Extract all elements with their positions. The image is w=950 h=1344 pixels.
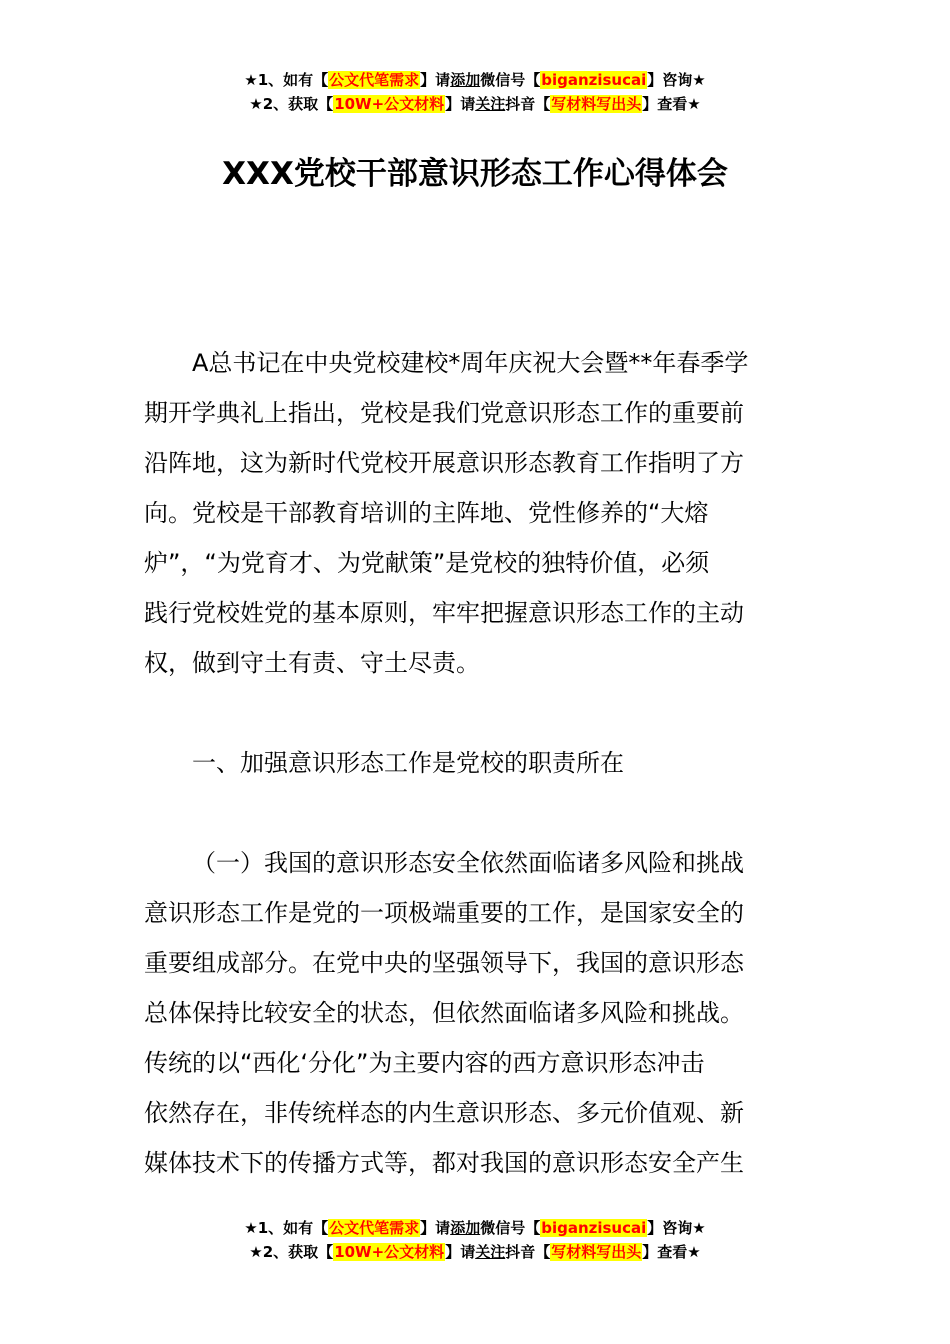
paragraph-line: 总体保持比较安全的状态，但依然面临诸多风险和挑战。 — [144, 999, 744, 1027]
banner-text: ★1、如有【 — [244, 71, 329, 89]
banner-line-1 — [0, 1216, 950, 1240]
banner-text: 】请 — [445, 95, 476, 113]
banner-text: 抖音【 — [505, 1243, 551, 1261]
banner-text: 】查看★ — [642, 95, 701, 113]
banner-highlight: biganzisucai — [541, 71, 647, 89]
header-banner — [0, 68, 950, 116]
banner-highlight: 写材料写出头 — [551, 1243, 642, 1261]
paragraph-line: 传统的以“西化‘分化”为主要内容的西方意识形态冲击 — [144, 1049, 705, 1077]
banner-underline: 关注 — [475, 95, 506, 113]
paragraph-line: 权，做到守土有责、守土尽责。 — [144, 649, 480, 677]
document-title: XXX党校干部意识形态工作心得体会 — [222, 156, 728, 192]
banner-underline: 添加 — [450, 71, 481, 89]
paragraph-2 — [144, 838, 808, 1188]
paragraph-line: 向。党校是干部教育培训的主阵地、党性修养的“大熔 — [144, 499, 709, 527]
paragraph-1 — [144, 338, 808, 688]
paragraph-line: 沿阵地，这为新时代党校开展意识形态教育工作指明了方 — [144, 449, 744, 477]
paragraph-line: 意识形态工作是党的一项极端重要的工作，是国家安全的 — [144, 899, 744, 927]
banner-text: ★2、获取【 — [249, 95, 334, 113]
section-heading-1: 一、加强意识形态工作是党校的职责所在 — [192, 749, 624, 777]
banner-line-1 — [0, 68, 950, 92]
banner-line-2 — [0, 92, 950, 116]
banner-text: 】请 — [420, 1219, 451, 1237]
banner-text: 】咨询★ — [647, 71, 706, 89]
paragraph-line: 依然存在，非传统样态的内生意识形态、多元价值观、新 — [144, 1099, 744, 1127]
paragraph-line: 重要组成部分。在党中央的坚强领导下，我国的意识形态 — [144, 949, 744, 977]
banner-text: 微信号【 — [480, 1219, 541, 1237]
banner-underline: 关注 — [475, 1243, 506, 1261]
banner-text: 抖音【 — [505, 95, 551, 113]
footer-banner — [0, 1216, 950, 1264]
banner-highlight: 10W+公文材料 — [334, 95, 445, 113]
paragraph-line: 媒体技术下的传播方式等，都对我国的意识形态安全产生 — [144, 1149, 744, 1177]
banner-highlight: 10W+公文材料 — [334, 1243, 445, 1261]
banner-text: 】请 — [420, 71, 451, 89]
banner-underline: 添加 — [450, 1219, 481, 1237]
banner-text: ★1、如有【 — [244, 1219, 329, 1237]
paragraph-line: 期开学典礼上指出，党校是我们党意识形态工作的重要前 — [144, 399, 744, 427]
banner-highlight: 写材料写出头 — [551, 95, 642, 113]
paragraph-line: （一）我国的意识形态安全依然面临诸多风险和挑战 — [192, 849, 744, 877]
paragraph-line: A总书记在中央党校建校*周年庆祝大会暨**年春季学 — [192, 349, 749, 377]
banner-text: ★2、获取【 — [249, 1243, 334, 1261]
banner-text: 】查看★ — [642, 1243, 701, 1261]
banner-text: 】请 — [445, 1243, 476, 1261]
banner-highlight: 公文代笔需求 — [329, 1219, 420, 1237]
banner-highlight: biganzisucai — [541, 1219, 647, 1237]
banner-text: 微信号【 — [480, 71, 541, 89]
paragraph-line: 炉”，“为党育才、为党献策”是党校的独特价值，必须 — [144, 549, 710, 577]
banner-highlight: 公文代笔需求 — [329, 71, 420, 89]
banner-text: 】咨询★ — [647, 1219, 706, 1237]
banner-line-2 — [0, 1240, 950, 1264]
paragraph-line: 践行党校姓党的基本原则，牢牢把握意识形态工作的主动 — [144, 599, 744, 627]
